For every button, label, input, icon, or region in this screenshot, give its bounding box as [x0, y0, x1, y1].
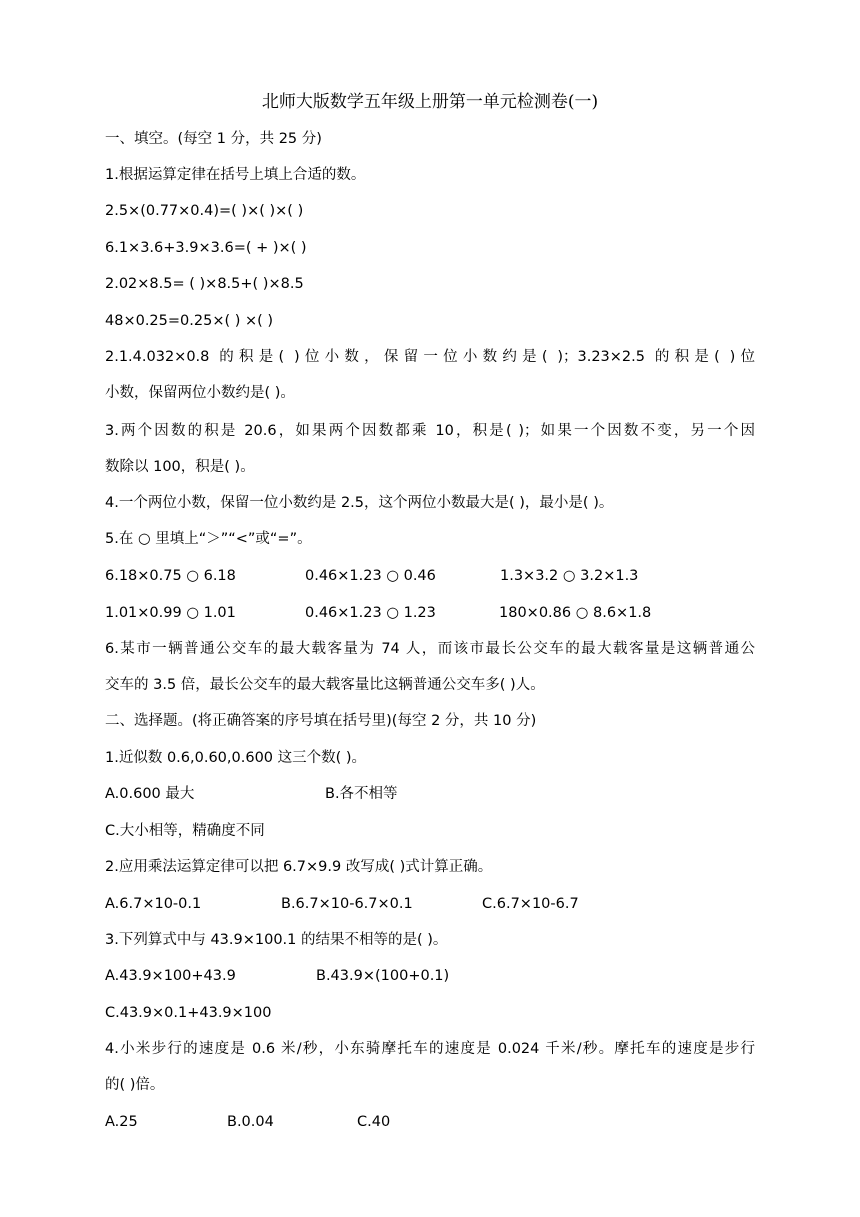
s2-q2-stem: 2.应用乘法运算定律可以把 6.7×9.9 改写成( )式计算正确。	[105, 859, 493, 875]
s2-q2-option-c: C.6.7×10-6.7	[482, 896, 579, 912]
s2-q1-option-a: A.0.600 最大	[105, 786, 195, 802]
q5-item-6: 180×0.86 ○ 8.6×1.8	[499, 605, 652, 621]
q5-item-4: 1.01×0.99 ○ 1.01	[105, 605, 236, 621]
q6-line-1: 6.某市一辆普通公交车的最大载客量为 74 人，而该市最长公交车的最大载客量是这辆普通公	[105, 641, 755, 657]
q5-stem: 5.在 ○ 里填上“＞”“<”或“=”。	[105, 531, 312, 547]
q5-item-5: 0.46×1.23 ○ 1.23	[305, 605, 436, 621]
s2-q2-option-b: B.6.7×10-6.7×0.1	[281, 896, 413, 912]
q4-text: 4.一个两位小数，保留一位小数约是 2.5，这个两位小数最大是( )，最小是( )。	[105, 495, 614, 511]
page-title: 北师大版数学五年级上册第一单元检测卷(一)	[261, 92, 599, 112]
s2-q4-line-1: 4.小米步行的速度是 0.6 米/秒，小东骑摩托车的速度是 0.024 千米/秒。摩托车的速度是步行	[105, 1041, 755, 1057]
q1-line-4: 48×0.25=0.25×( ) ×( )	[105, 313, 274, 329]
s2-q1-option-b: B.各不相等	[325, 786, 398, 802]
q1-stem: 1.根据运算定律在括号上填上合适的数。	[105, 167, 366, 183]
section2-heading: 二、选择题。(将正确答案的序号填在括号里)(每空 2 分，共 10 分)	[105, 713, 537, 729]
q1-line-3: 2.02×8.5= ( )×8.5+( )×8.5	[105, 276, 304, 292]
q3-line-2: 数除以 100，积是( )。	[105, 459, 255, 475]
s2-q4-option-a: A.25	[105, 1114, 138, 1130]
s2-q3-stem: 3.下列算式中与 43.9×100.1 的结果不相等的是( )。	[105, 932, 448, 948]
s2-q1-option-c: C.大小相等，精确度不同	[105, 823, 265, 839]
q1-line-1: 2.5×(0.77×0.4)=( )×( )×( )	[105, 203, 304, 219]
s2-q4-option-b: B.0.04	[227, 1114, 274, 1130]
s2-q2-option-a: A.6.7×10-0.1	[105, 896, 202, 912]
s2-q4-option-c: C.40	[357, 1114, 391, 1130]
s2-q3-option-a: A.43.9×100+43.9	[105, 968, 236, 984]
s2-q1-stem: 1.近似数 0.6,0.60,0.600 这三个数( )。	[105, 750, 367, 766]
s2-q4-line-2: 的( )倍。	[105, 1077, 165, 1093]
q6-line-2: 交车的 3.5 倍，最长公交车的最大载客量比这辆普通公交车多( )人。	[105, 677, 545, 693]
q2-line-2: 小数，保留两位小数约是( )。	[105, 385, 295, 401]
s2-q3-option-c: C.43.9×0.1+43.9×100	[105, 1005, 272, 1021]
q5-item-1: 6.18×0.75 ○ 6.18	[105, 568, 236, 584]
q2-line-1: 2.1.4.032×0.8 的积是( )位小数，保留一位小数约是( )；3.23×2.5 的积是( )位	[105, 349, 755, 365]
q5-item-2: 0.46×1.23 ○ 0.46	[305, 568, 436, 584]
q5-item-3: 1.3×3.2 ○ 3.2×1.3	[500, 568, 639, 584]
s2-q3-option-b: B.43.9×(100+0.1)	[316, 968, 450, 984]
q1-line-2: 6.1×3.6+3.9×3.6=( + )×( )	[105, 240, 307, 256]
q3-line-1: 3.两个因数的积是 20.6，如果两个因数都乘 10，积是( )；如果一个因数不变，另一个因	[105, 423, 755, 439]
section1-heading: 一、填空。(每空 1 分，共 25 分)	[105, 131, 322, 147]
